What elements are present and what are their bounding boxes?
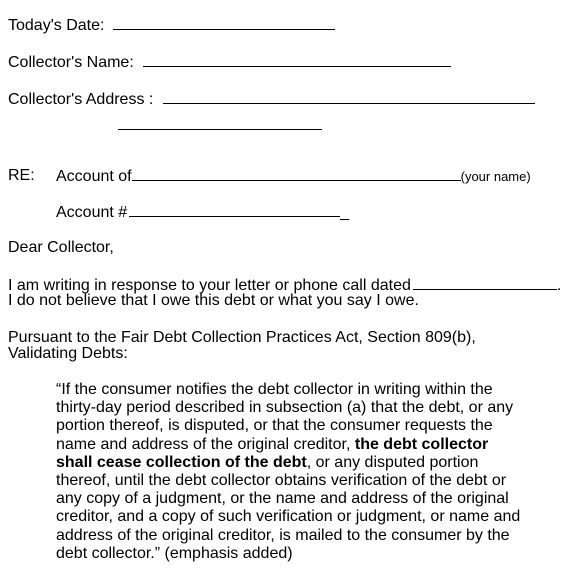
account-number-tail: _ [340, 204, 350, 221]
collector-address-line2-row [118, 116, 322, 135]
todays-date-label: Today's Date: [8, 17, 105, 34]
collector-address-field[interactable] [163, 90, 535, 104]
account-number-label: Account # [56, 204, 128, 221]
quote-part1: “If the consumer notifies the debt collector in writing within the thirty-day period described in subsection (a) that the debt, or any portion thereof, is disputed, or that the consumer requests the name and address of the original creditor, [56, 381, 514, 453]
re-row [8, 167, 35, 185]
salutation: Dear Collector, [8, 239, 114, 256]
collector-address-row [8, 90, 535, 109]
account-number-field[interactable] [129, 203, 340, 217]
paragraph1-tail: . [556, 277, 562, 294]
todays-date-row [8, 16, 335, 35]
account-number-row [56, 203, 349, 222]
re-label: RE: [8, 167, 35, 184]
collector-name-label: Collector's Name: [8, 54, 134, 71]
your-name-note: (your name) [460, 169, 531, 184]
account-of-row [56, 167, 531, 186]
collector-address-line2-field[interactable] [118, 116, 322, 130]
collector-name-row [8, 53, 451, 72]
paragraph2-line1: Pursuant to the Fair Debt Collection Practices Act, Section 809(b), [8, 329, 476, 346]
fdcpa-quote [56, 381, 526, 563]
paragraph1-line2: I do not believe that I owe this debt or what you say I owe. [8, 292, 419, 309]
collector-name-field[interactable] [143, 53, 451, 67]
quote-emphasis: the debt collector shall cease collection of the debt [56, 435, 489, 471]
collector-address-label: Collector's Address : [8, 91, 154, 108]
paragraph2-line2: Validating Debts: [8, 345, 128, 362]
paragraph1-text: I am writing in response to your letter or phone call dated [8, 277, 411, 294]
account-of-field[interactable] [132, 167, 461, 181]
todays-date-field[interactable] [113, 16, 335, 30]
account-of-label: Account of [56, 168, 132, 185]
quote-part2: , or any disputed portion thereof, until the debt collector obtains verification of the debt or any copy of a judgment, or the name and address of the original creditor, and a copy of such verification or judgment, or name and address of the original creditor, is mailed to the consumer by the debt collector.” (emphasis added) [56, 453, 521, 562]
letter-date-field[interactable] [413, 276, 557, 290]
